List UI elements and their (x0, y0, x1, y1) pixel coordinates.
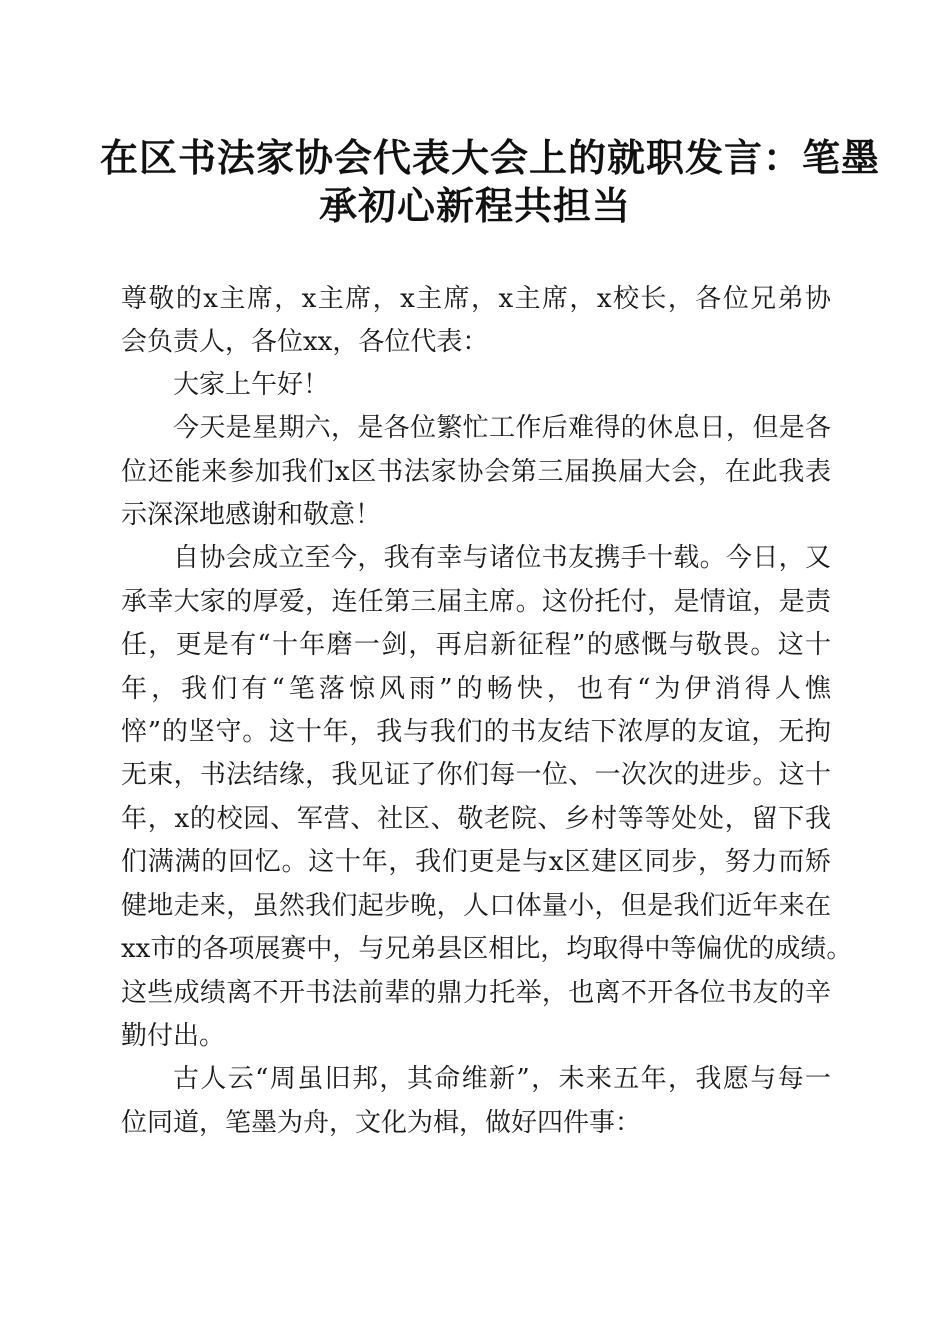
document-title-line-1: 在区书法家协会代表大会上的就职发言：笔墨 (100, 135, 881, 180)
text-line: 会负责人，各位xx，各位代表： (121, 327, 489, 357)
text-line: xx市的各项展赛中，与兄弟县区相比，均取得中等偏优的成绩。 (121, 934, 853, 964)
text-line: 勤付出。 (121, 1021, 226, 1051)
text-line: 悴”的坚守。这十年，我与我们的书友结下浓厚的友谊，无拘 (121, 717, 831, 747)
text-line: 示深深地感谢和敬意！ (121, 500, 382, 530)
text-line: 们满满的回忆。这十年，我们更是与x区建区同步，努力而矫 (121, 847, 831, 877)
text-line: 古人云“周虽旧邦，其命维新”，未来五年，我愿与每一 (173, 1064, 831, 1094)
document-title-line-2: 承初心新程共担当 (318, 183, 631, 228)
text-line: 今天是星期六，是各位繁忙工作后难得的休息日，但是各 (173, 413, 831, 443)
text-line: 任，更是有“十年磨一剑，再启新征程”的感慨与敬畏。这十 (121, 630, 831, 660)
text-line: 位还能来参加我们x区书法家协会第三届换届大会，在此我表 (121, 457, 831, 487)
text-line: 年，x的校园、军营、社区、敬老院、乡村等等处处，留下我 (121, 804, 831, 834)
text-line: 大家上午好！ (173, 370, 330, 400)
text-line: 自协会成立至今，我有幸与诸位书友携手十载。今日，又 (173, 543, 831, 573)
text-line: 无束，书法结缘，我见证了你们每一位、一次次的进步。这十 (121, 760, 831, 790)
text-line: 位同道，笔墨为舟，文化为楫，做好四件事： (121, 1108, 642, 1138)
text-line: 承幸大家的厚爱，连任第三届主席。这份托付，是情谊，是责 (121, 587, 831, 617)
text-line: 这些成绩离不开书法前辈的鼎力托举，也离不开各位书友的辛 (121, 978, 831, 1008)
text-line: 健地走来，虽然我们起步晚，人口体量小，但是我们近年来在 (121, 891, 831, 921)
text-line: 年，我们有“笔落惊风雨”的畅快，也有“为伊消得人憔 (121, 674, 831, 704)
text-line: 尊敬的x主席，x主席，x主席，x主席，x校长，各位兄弟协 (121, 284, 831, 314)
